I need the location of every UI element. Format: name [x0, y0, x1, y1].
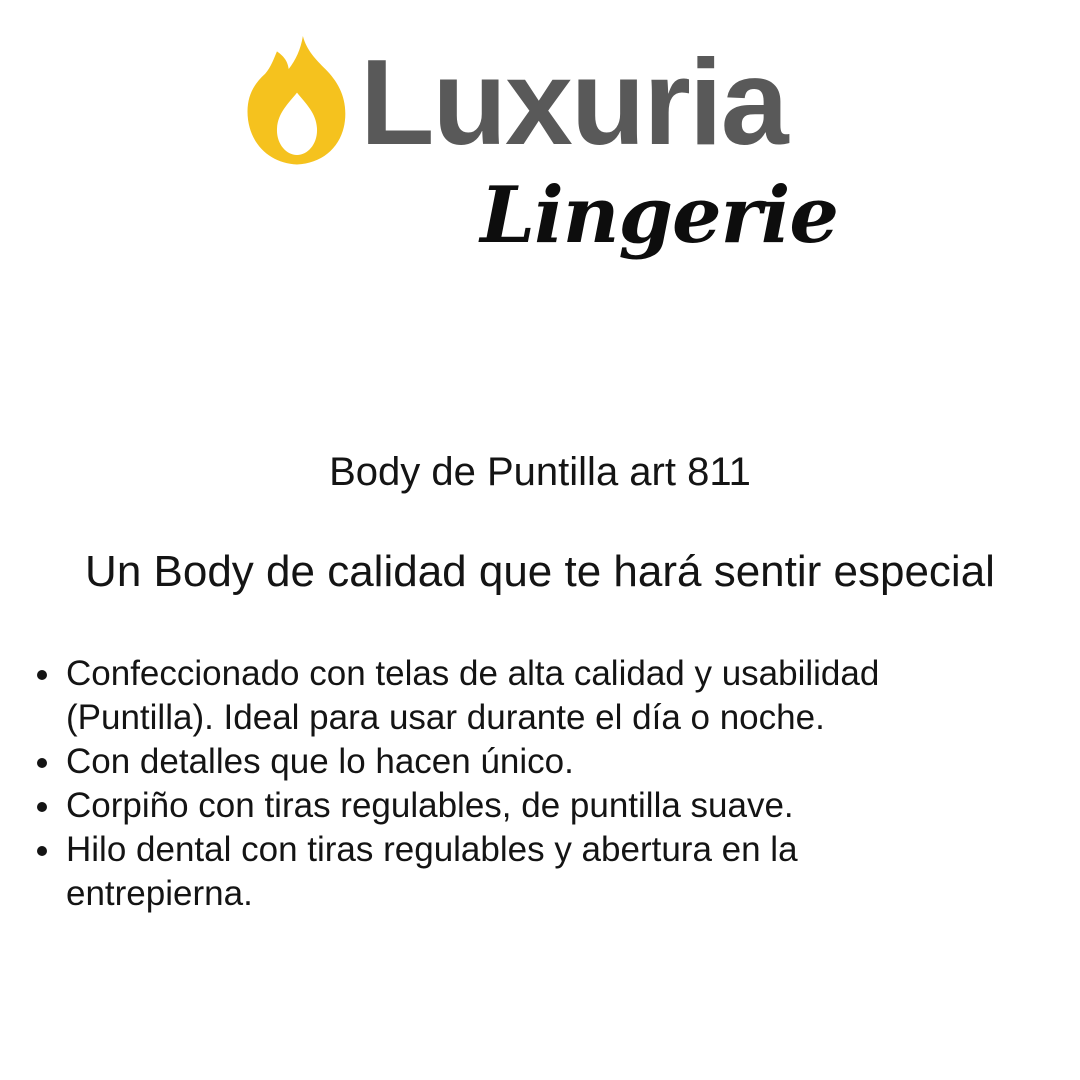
feature-item: • Con detalles que lo hacen único.	[64, 740, 974, 784]
brand-name: Luxuria	[360, 34, 787, 170]
feature-item: • Hilo dental con tiras regulables y abertura en la entrepierna.	[64, 828, 974, 916]
brand-logo-row	[238, 36, 840, 168]
feature-list	[34, 652, 974, 916]
product-subtitle: Un Body de calidad que te hará sentir especial	[85, 547, 995, 596]
feature-item: • Corpiño con tiras regulables, de puntilla suave.	[64, 784, 974, 828]
brand-tagline: Lingerie	[480, 170, 838, 261]
flame-icon	[238, 36, 356, 168]
feature-item: • Confeccionado con telas de alta calidad y usabilidad (Puntilla). Ideal para usar durante el día o noche.	[64, 652, 974, 740]
product-title: Body de Puntilla art 811	[329, 450, 751, 494]
brand-logo	[238, 36, 840, 262]
